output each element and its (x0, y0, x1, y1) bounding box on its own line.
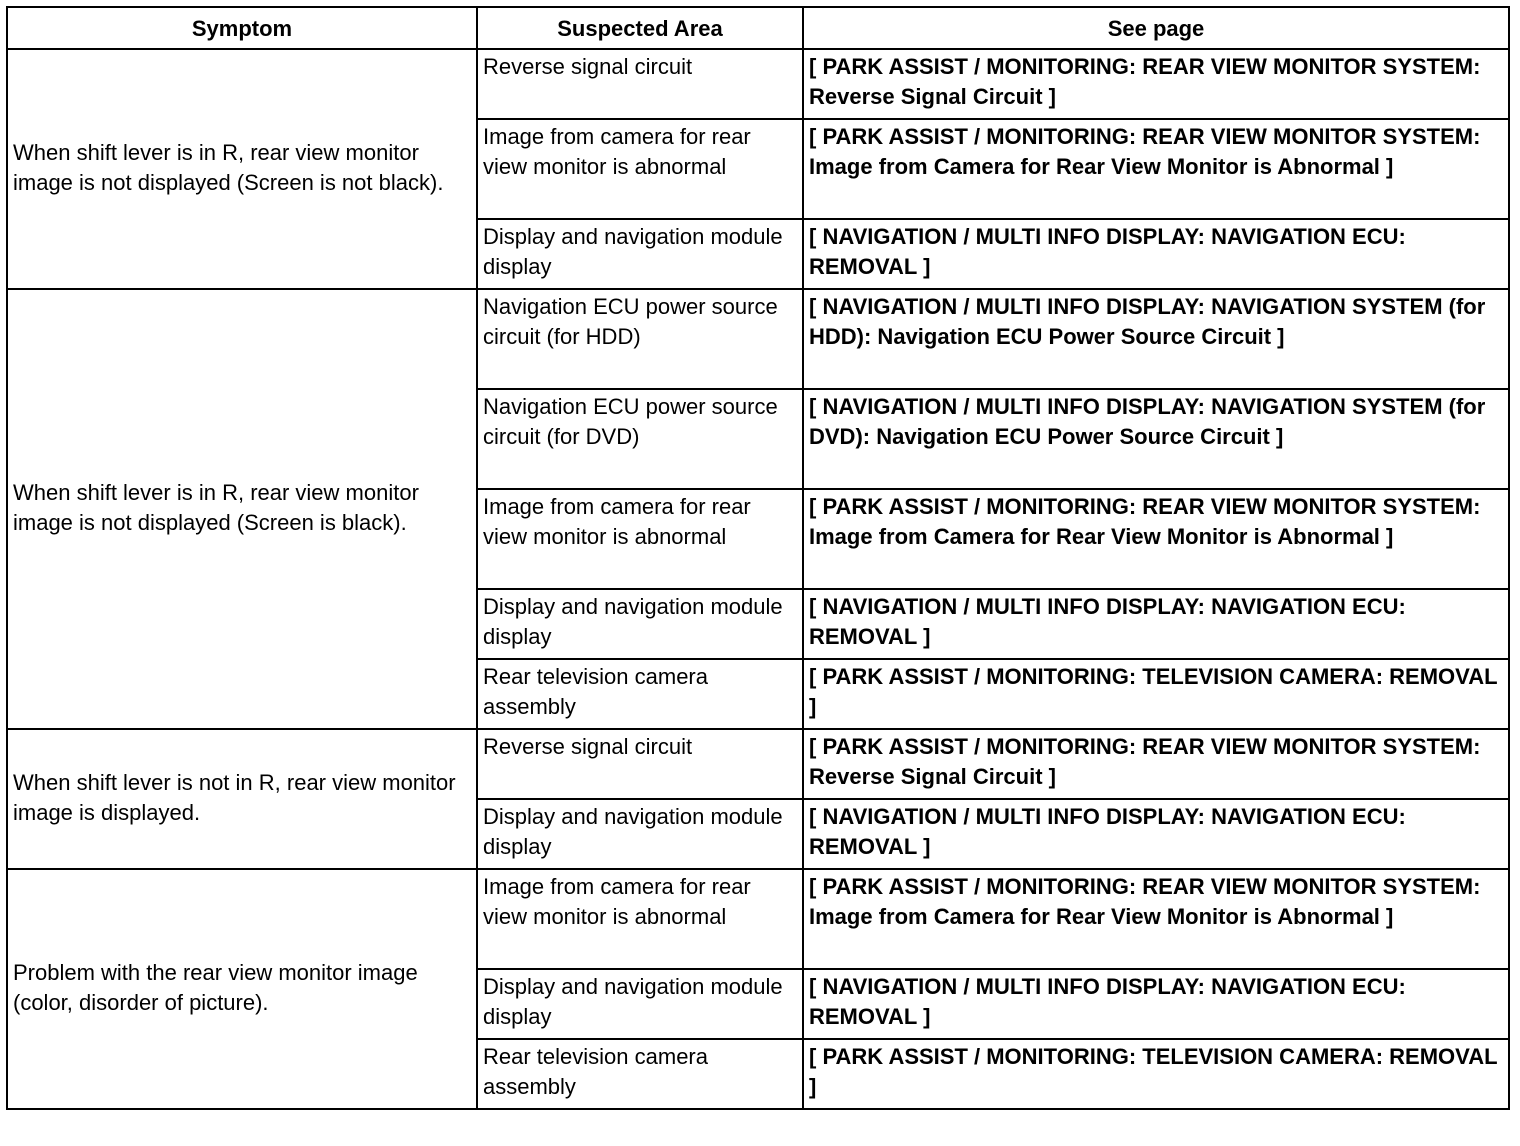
suspected-area-cell: Image from camera for rear view monitor is abnormal (477, 119, 803, 219)
table-row (7, 289, 1509, 389)
symptom-cell: When shift lever is not in R, rear view monitor image is displayed. (7, 729, 477, 869)
symptom-cell: When shift lever is in R, rear view monitor image is not displayed (Screen is black). (7, 289, 477, 729)
table-row (7, 49, 1509, 119)
table-row (7, 729, 1509, 799)
suspected-area-cell: Display and navigation module display (477, 969, 803, 1039)
see-page-link[interactable]: [ NAVIGATION / MULTI INFO DISPLAY: NAVIGATION SYSTEM (for HDD): Navigation ECU Power Source Circuit ] (803, 289, 1509, 389)
see-page-link[interactable]: [ PARK ASSIST / MONITORING: TELEVISION CAMERA: REMOVAL ] (803, 659, 1509, 729)
see-page-link[interactable]: [ NAVIGATION / MULTI INFO DISPLAY: NAVIGATION SYSTEM (for DVD): Navigation ECU Power Source Circuit ] (803, 389, 1509, 489)
suspected-area-cell: Rear television camera assembly (477, 1039, 803, 1109)
header-row (7, 7, 1509, 49)
see-page-link[interactable]: [ PARK ASSIST / MONITORING: REAR VIEW MONITOR SYSTEM: Image from Camera for Rear View Monitor is Abnormal ] (803, 869, 1509, 969)
suspected-area-cell: Navigation ECU power source circuit (for DVD) (477, 389, 803, 489)
suspected-area-cell: Display and navigation module display (477, 219, 803, 289)
suspected-area-cell: Image from camera for rear view monitor is abnormal (477, 869, 803, 969)
symptom-cell: When shift lever is in R, rear view monitor image is not displayed (Screen is not black). (7, 49, 477, 289)
see-page-link[interactable]: [ NAVIGATION / MULTI INFO DISPLAY: NAVIGATION ECU: REMOVAL ] (803, 589, 1509, 659)
table-body (7, 49, 1509, 1109)
see-page-link[interactable]: [ NAVIGATION / MULTI INFO DISPLAY: NAVIGATION ECU: REMOVAL ] (803, 799, 1509, 869)
header-suspected-area: Suspected Area (477, 7, 803, 49)
see-page-link[interactable]: [ PARK ASSIST / MONITORING: REAR VIEW MONITOR SYSTEM: Reverse Signal Circuit ] (803, 729, 1509, 799)
see-page-link[interactable]: [ PARK ASSIST / MONITORING: TELEVISION CAMERA: REMOVAL ] (803, 1039, 1509, 1109)
header-see-page: See page (803, 7, 1509, 49)
see-page-link[interactable]: [ PARK ASSIST / MONITORING: REAR VIEW MONITOR SYSTEM: Image from Camera for Rear View Monitor is Abnormal ] (803, 119, 1509, 219)
see-page-link[interactable]: [ PARK ASSIST / MONITORING: REAR VIEW MONITOR SYSTEM: Reverse Signal Circuit ] (803, 49, 1509, 119)
see-page-link[interactable]: [ PARK ASSIST / MONITORING: REAR VIEW MONITOR SYSTEM: Image from Camera for Rear View Monitor is Abnormal ] (803, 489, 1509, 589)
suspected-area-cell: Display and navigation module display (477, 589, 803, 659)
symptom-table (6, 6, 1510, 1110)
suspected-area-cell: Reverse signal circuit (477, 729, 803, 799)
suspected-area-cell: Navigation ECU power source circuit (for HDD) (477, 289, 803, 389)
suspected-area-cell: Rear television camera assembly (477, 659, 803, 729)
table-row (7, 869, 1509, 969)
see-page-link[interactable]: [ NAVIGATION / MULTI INFO DISPLAY: NAVIGATION ECU: REMOVAL ] (803, 219, 1509, 289)
suspected-area-cell: Image from camera for rear view monitor is abnormal (477, 489, 803, 589)
symptom-cell: Problem with the rear view monitor image (color, disorder of picture). (7, 869, 477, 1109)
suspected-area-cell: Reverse signal circuit (477, 49, 803, 119)
header-symptom: Symptom (7, 7, 477, 49)
suspected-area-cell: Display and navigation module display (477, 799, 803, 869)
see-page-link[interactable]: [ NAVIGATION / MULTI INFO DISPLAY: NAVIGATION ECU: REMOVAL ] (803, 969, 1509, 1039)
